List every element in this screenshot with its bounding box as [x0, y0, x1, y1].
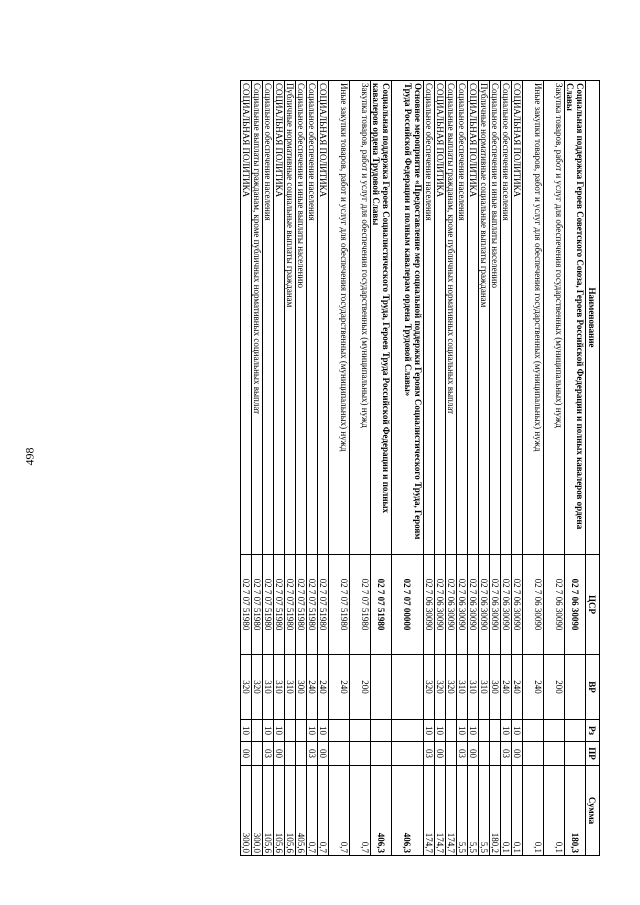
cell-rz: 10	[424, 720, 435, 742]
cell-pr	[329, 742, 350, 766]
table-row	[296, 81, 307, 856]
table-row	[523, 81, 544, 856]
table-row	[501, 81, 512, 856]
cell-pr	[296, 742, 307, 766]
table-row	[565, 81, 586, 856]
cell-sum: 0,1	[501, 766, 512, 856]
cell-csr: 02 7 07 51980	[296, 555, 307, 655]
cell-vr: 240	[512, 655, 523, 720]
cell-name: Социальная поддержка Героев Социалистического Труда, Героев Труда Российской Федерации и полных кавалеров ордена Трудовой Славы	[371, 81, 392, 555]
cell-rz: 10	[307, 720, 318, 742]
cell-pr: 03	[424, 742, 435, 766]
rotated-page	[80, 80, 600, 855]
cell-rz	[285, 720, 296, 742]
cell-sum: 5,5	[479, 766, 490, 856]
table-row	[285, 81, 296, 856]
cell-csr: 02 7 07 51980	[241, 555, 252, 655]
header-vr: ВР	[586, 655, 600, 720]
cell-sum: 406,3	[371, 766, 392, 856]
table-row	[435, 81, 446, 856]
cell-name: СОЦИАЛЬНАЯ ПОЛИТИКА	[318, 81, 329, 555]
cell-vr: 240	[318, 655, 329, 720]
cell-rz	[446, 720, 457, 742]
cell-pr: 03	[307, 742, 318, 766]
cell-sum: 174,7	[424, 766, 435, 856]
table-row	[263, 81, 274, 856]
cell-sum: 300,0	[252, 766, 263, 856]
cell-name: Публичные нормативные социальные выплаты гражданам	[285, 81, 296, 555]
cell-csr: 02 7 06 30090	[501, 555, 512, 655]
header-csr: ЦСР	[586, 555, 600, 655]
cell-vr: 310	[479, 655, 490, 720]
cell-name: СОЦИАЛЬНАЯ ПОЛИТИКА	[435, 81, 446, 555]
table-row	[479, 81, 490, 856]
cell-name: Социальное обеспечение населения	[263, 81, 274, 555]
cell-rz	[523, 720, 544, 742]
cell-name: Социальные выплаты гражданам, кроме публичных нормативных социальных выплат	[252, 81, 263, 555]
cell-rz: 10	[435, 720, 446, 742]
cell-sum: 174,7	[435, 766, 446, 856]
cell-pr	[285, 742, 296, 766]
cell-rz	[544, 720, 565, 742]
cell-csr: 02 7 06 30090	[446, 555, 457, 655]
cell-vr: 300	[296, 655, 307, 720]
cell-csr: 02 7 06 30090	[479, 555, 490, 655]
cell-csr: 02 7 07 51980	[252, 555, 263, 655]
cell-vr	[371, 655, 392, 720]
cell-rz	[392, 720, 424, 742]
cell-name: Закупка товаров, работ и услуг для обеспечения государственных (муниципальных) нужд	[350, 81, 371, 555]
cell-vr: 300	[490, 655, 501, 720]
cell-sum: 0,7	[329, 766, 350, 856]
table-row	[307, 81, 318, 856]
cell-name: Социальная поддержка Героев Советского Союза, Героев Российской Федерации и полных кавалеров ордена Славы	[565, 81, 586, 555]
cell-sum: 105,6	[263, 766, 274, 856]
cell-pr	[392, 742, 424, 766]
cell-pr	[350, 742, 371, 766]
cell-pr	[565, 742, 586, 766]
table-row	[544, 81, 565, 856]
cell-vr	[392, 655, 424, 720]
cell-sum: 0,1	[544, 766, 565, 856]
table-row	[490, 81, 501, 856]
cell-pr: 00	[435, 742, 446, 766]
cell-sum: 174,7	[446, 766, 457, 856]
cell-rz	[296, 720, 307, 742]
cell-pr: 03	[501, 742, 512, 766]
cell-csr: 02 7 06 30090	[457, 555, 468, 655]
cell-sum: 0,7	[350, 766, 371, 856]
cell-sum: 0,1	[523, 766, 544, 856]
cell-csr: 02 7 07 51980	[274, 555, 285, 655]
cell-name: Иные закупки товаров, работ и услуг для обеспечения государственных (муниципальных) нужд	[523, 81, 544, 555]
table-row	[457, 81, 468, 856]
table-body	[241, 81, 586, 856]
cell-rz: 10	[501, 720, 512, 742]
table-row	[468, 81, 479, 856]
cell-name: Иные закупки товаров, работ и услуг для обеспечения государственных (муниципальных) нужд	[329, 81, 350, 555]
table-row	[252, 81, 263, 856]
cell-csr: 02 7 06 30090	[565, 555, 586, 655]
cell-vr: 200	[350, 655, 371, 720]
cell-sum: 0,7	[307, 766, 318, 856]
cell-rz: 10	[457, 720, 468, 742]
cell-vr: 320	[446, 655, 457, 720]
cell-vr: 240	[329, 655, 350, 720]
budget-table	[240, 80, 600, 856]
cell-rz	[350, 720, 371, 742]
cell-sum: 406,3	[392, 766, 424, 856]
cell-vr: 320	[241, 655, 252, 720]
cell-name: Основное мероприятие «Предоставление мер социальной поддержки Героям Социалистического Труда, Героям Труда Российской Федерации и полным кавалерам ордена Трудовой Славы»	[392, 81, 424, 555]
cell-vr: 240	[307, 655, 318, 720]
cell-pr: 00	[318, 742, 329, 766]
header-rz: Рз	[586, 720, 600, 742]
cell-pr	[490, 742, 501, 766]
table-row	[392, 81, 424, 856]
cell-sum: 180,3	[565, 766, 586, 856]
cell-csr: 02 7 06 30090	[424, 555, 435, 655]
cell-rz	[479, 720, 490, 742]
cell-vr: 310	[468, 655, 479, 720]
cell-pr: 03	[457, 742, 468, 766]
cell-name: Закупка товаров, работ и услуг для обеспечения государственных (муниципальных) нужд	[544, 81, 565, 555]
cell-name: Публичные нормативные социальные выплаты гражданам	[479, 81, 490, 555]
cell-sum: 105,6	[274, 766, 285, 856]
cell-pr: 00	[512, 742, 523, 766]
header-name: Наименование	[586, 81, 600, 555]
cell-pr	[371, 742, 392, 766]
cell-csr: 02 7 07 51980	[371, 555, 392, 655]
cell-sum: 105,6	[285, 766, 296, 856]
cell-rz	[329, 720, 350, 742]
cell-name: СОЦИАЛЬНАЯ ПОЛИТИКА	[512, 81, 523, 555]
cell-vr: 240	[501, 655, 512, 720]
cell-sum: 405,6	[296, 766, 307, 856]
cell-csr: 02 7 07 51980	[329, 555, 350, 655]
cell-pr	[544, 742, 565, 766]
cell-name: Социальное обеспечение населения	[307, 81, 318, 555]
cell-pr	[523, 742, 544, 766]
cell-rz: 10	[241, 720, 252, 742]
cell-rz	[252, 720, 263, 742]
table-row	[241, 81, 252, 856]
cell-csr: 02 7 07 51980	[285, 555, 296, 655]
cell-csr: 02 7 06 30090	[544, 555, 565, 655]
table-row	[350, 81, 371, 856]
cell-csr: 02 7 07 51980	[350, 555, 371, 655]
table-row	[424, 81, 435, 856]
cell-pr	[479, 742, 490, 766]
cell-csr: 02 7 06 30090	[523, 555, 544, 655]
cell-csr: 02 7 07 51980	[318, 555, 329, 655]
cell-rz: 10	[263, 720, 274, 742]
cell-vr: 320	[424, 655, 435, 720]
table-row	[371, 81, 392, 856]
cell-rz: 10	[274, 720, 285, 742]
cell-rz: 10	[468, 720, 479, 742]
cell-name: Социальное обеспечение населения	[424, 81, 435, 555]
cell-pr: 00	[241, 742, 252, 766]
cell-vr: 310	[285, 655, 296, 720]
cell-vr: 320	[252, 655, 263, 720]
cell-csr: 02 7 07 51980	[263, 555, 274, 655]
table-header	[586, 81, 600, 856]
cell-csr: 02 7 06 30090	[512, 555, 523, 655]
header-sum: Сумма	[586, 766, 600, 856]
table-row	[512, 81, 523, 856]
cell-rz	[490, 720, 501, 742]
cell-name: Социальные выплаты гражданам, кроме публичных нормативных социальных выплат	[446, 81, 457, 555]
header-pr: ПР	[586, 742, 600, 766]
cell-name: СОЦИАЛЬНАЯ ПОЛИТИКА	[241, 81, 252, 555]
cell-name: Социальное обеспечение населения	[457, 81, 468, 555]
cell-name: СОЦИАЛЬНАЯ ПОЛИТИКА	[468, 81, 479, 555]
cell-name: Социальное обеспечение и иные выплаты населению	[490, 81, 501, 555]
cell-vr: 200	[544, 655, 565, 720]
cell-name: Социальное обеспечение населения	[501, 81, 512, 555]
cell-csr: 02 7 06 30090	[490, 555, 501, 655]
cell-pr	[252, 742, 263, 766]
cell-pr	[446, 742, 457, 766]
cell-vr	[565, 655, 586, 720]
cell-sum: 0,7	[318, 766, 329, 856]
cell-rz	[371, 720, 392, 742]
cell-vr: 310	[457, 655, 468, 720]
cell-rz: 10	[512, 720, 523, 742]
cell-pr: 00	[274, 742, 285, 766]
cell-vr: 320	[435, 655, 446, 720]
cell-csr: 02 7 06 30090	[468, 555, 479, 655]
table-row	[446, 81, 457, 856]
cell-rz: 10	[318, 720, 329, 742]
cell-name: СОЦИАЛЬНАЯ ПОЛИТИКА	[274, 81, 285, 555]
cell-pr: 03	[263, 742, 274, 766]
cell-vr: 240	[523, 655, 544, 720]
table-row	[329, 81, 350, 856]
cell-vr: 310	[263, 655, 274, 720]
cell-sum: 180,2	[490, 766, 501, 856]
table-row	[274, 81, 285, 856]
table-row	[318, 81, 329, 856]
page-number-text: 498	[22, 447, 37, 465]
cell-sum: 5,5	[457, 766, 468, 856]
cell-vr: 310	[274, 655, 285, 720]
cell-csr: 02 7 07 00000	[392, 555, 424, 655]
cell-sum: 0,1	[512, 766, 523, 856]
cell-csr: 02 7 06 30090	[435, 555, 446, 655]
cell-pr: 00	[468, 742, 479, 766]
cell-sum: 300,0	[241, 766, 252, 856]
page-number	[20, 445, 40, 467]
cell-sum: 5,5	[468, 766, 479, 856]
cell-csr: 02 7 07 51980	[307, 555, 318, 655]
cell-name: Социальное обеспечение и иные выплаты населению	[296, 81, 307, 555]
cell-rz	[565, 720, 586, 742]
